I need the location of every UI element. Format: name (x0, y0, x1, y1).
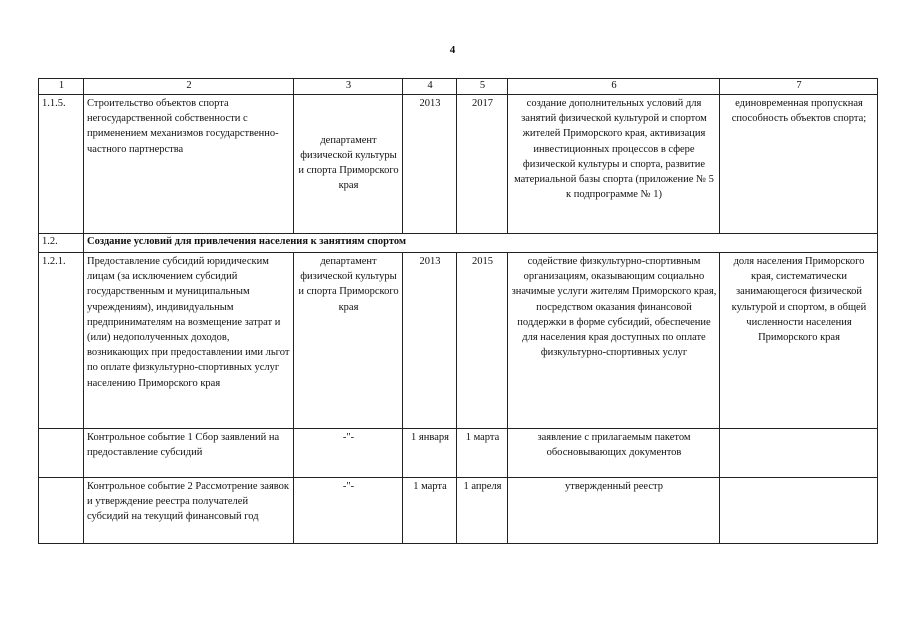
program-table (38, 78, 878, 544)
expected-result: создание дополнительных условий для занятий физической культурой и спортом жителей Приморского края, активизация инвестиционных процессов в сфере физической культуры и спорта, развитие материальной базы спорта (приложение № 5 к подпрограмме № 1) (508, 95, 720, 234)
indicator: единовременная пропускная способность объектов спорта; (720, 95, 878, 234)
expected-result: содействие физкультурно-спортивным организациям, оказывающим социально значимые услуги жителям Приморского края, посредством оказания финансовой поддержки в форме субсидий, обеспечение для населения края доступных по оплате физкультурно-спортивных услуг (508, 253, 720, 429)
table-row (39, 429, 878, 478)
column-header: 3 (294, 79, 403, 95)
column-header: 4 (403, 79, 457, 95)
row-number: 1.1.5. (39, 95, 84, 234)
expected-result: утвержденный реестр (508, 478, 720, 544)
control-event: Контрольное событие 2 Рассмотрение заявок и утверждение реестра получателей субсидий на текущий финансовый год (84, 478, 294, 544)
row-number: 1.2. (39, 234, 84, 253)
column-header: 7 (720, 79, 878, 95)
executor: департамент физической культуры и спорта Приморского края (294, 253, 403, 429)
executor: -"- (294, 429, 403, 478)
column-header: 6 (508, 79, 720, 95)
end-date: 2015 (457, 253, 508, 429)
page-number: 4 (449, 44, 456, 56)
executor: департамент физической культуры и спорта Приморского края (294, 95, 403, 234)
table-row (39, 478, 878, 544)
measure-name: Строительство объектов спорта негосударственной собственности с применением механизмов государственно-частного партнерства (84, 95, 294, 234)
expected-result: заявление с прилагаемым пакетом обосновывающих документов (508, 429, 720, 478)
start-date: 1 марта (403, 478, 457, 544)
executor: -"- (294, 478, 403, 544)
column-header: 2 (84, 79, 294, 95)
end-date: 2017 (457, 95, 508, 234)
control-event: Контрольное событие 1 Сбор заявлений на предоставление субсидий (84, 429, 294, 478)
indicator: доля населения Приморского края, систематически занимающегося физической культурой и спортом, в общей численности населения Приморского края (720, 253, 878, 429)
table-row (39, 253, 878, 429)
end-date: 1 марта (457, 429, 508, 478)
start-date: 2013 (403, 253, 457, 429)
section-row (39, 234, 878, 253)
column-header: 1 (39, 79, 84, 95)
table-row (39, 95, 878, 234)
row-number: 1.2.1. (39, 253, 84, 429)
measure-name: Предоставление субсидий юридическим лицам (за исключением субсидий государственным и муниципальным учреждениям), индивидуальным предпринимателям на возмещение затрат и (или) недополученных доходов, возникающих при предоставлении ими льгот по оплате физкультурно-спортивных услуг населению Приморского края (84, 253, 294, 429)
end-date: 1 апреля (457, 478, 508, 544)
start-date: 2013 (403, 95, 457, 234)
section-title: Создание условий для привлечения населения к занятиям спортом (84, 234, 720, 253)
start-date: 1 января (403, 429, 457, 478)
column-header: 5 (457, 79, 508, 95)
header-row (39, 79, 878, 95)
